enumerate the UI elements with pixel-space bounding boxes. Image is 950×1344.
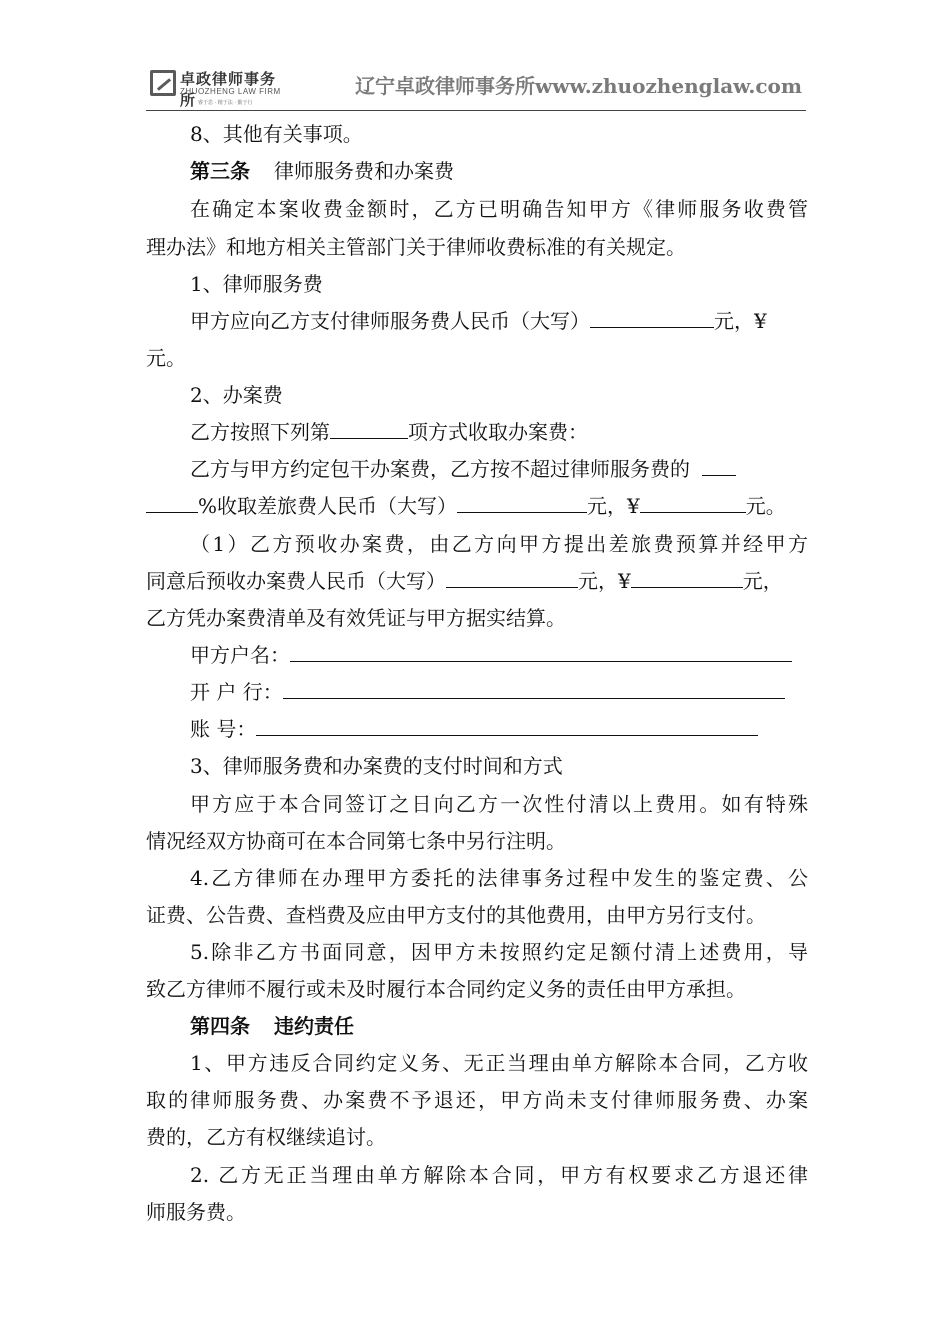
text-segment: 元， — [742, 569, 783, 593]
prepay-line — [146, 569, 808, 593]
account-bank-label: 开 户 行： — [190, 680, 283, 704]
header-site-title: 辽宁卓政律师事务所www.zhuozhenglaw.com — [355, 74, 802, 98]
percent-blank — [146, 494, 198, 513]
account-name-label: 甲方户名： — [190, 643, 290, 667]
text-segment: 乙方按照下列第 — [190, 420, 330, 444]
paragraph-line: 在确定本案收费金额时，乙方已明确告知甲方《律师服务收费管 — [190, 197, 808, 221]
paragraph-line: 4.乙方律师在办理甲方委托的法律事务过程中发生的鉴定费、公 — [190, 866, 808, 890]
logo-mark-icon — [150, 70, 176, 96]
paragraph-line: 甲方应于本合同签订之日向乙方一次性付清以上费用。如有特殊 — [190, 792, 808, 816]
paragraph-line: 理办法》和地方相关主管部门关于律师收费标准的有关规定。 — [146, 235, 686, 259]
logo-english-name: ZHUOZHENG LAW FIRM — [180, 87, 281, 96]
amount-blank — [590, 309, 714, 328]
text-segment: 元。 — [745, 494, 786, 518]
logo-chinese-name: 卓政律师事务所 — [180, 70, 277, 109]
article-4-number: 第四条 — [190, 1014, 250, 1038]
account-name-blank — [290, 643, 792, 662]
text-segment: 元，¥ — [587, 494, 640, 518]
text-segment: 元，¥ — [578, 569, 631, 593]
article-3-heading — [190, 159, 808, 183]
paragraph-line: 致乙方律师不履行或未及时履行本合同约定义务的责任由甲方承担。 — [146, 977, 746, 1001]
account-bank-line — [190, 680, 808, 704]
amount-blank — [457, 494, 587, 513]
page-header — [146, 62, 806, 111]
fee-method-line — [190, 420, 808, 444]
lump-sum-line — [190, 457, 808, 481]
paragraph-line: 取的律师服务费、办案费不予退还，甲方尚未支付律师服务费、办案 — [146, 1088, 808, 1112]
option-blank — [330, 420, 408, 439]
text-segment: %收取差旅费人民币（大写） — [198, 494, 458, 518]
paragraph-line: 情况经双方协商可在本合同第七条中另行注明。 — [146, 829, 566, 853]
text-segment: 乙方与甲方约定包干办案费，乙方按不超过律师服务费的 — [190, 457, 690, 481]
amount-blank — [446, 569, 578, 588]
text-segment: 同意后预收办案费人民币（大写） — [146, 569, 446, 593]
paragraph-line: （1）乙方预收办案费，由乙方向甲方提出差旅费预算并经甲方 — [190, 532, 808, 556]
account-number-line — [190, 717, 808, 741]
article-4-heading — [190, 1014, 808, 1038]
paragraph-line: 2. 乙方无正当理由单方解除本合同，甲方有权要求乙方退还律 — [190, 1163, 808, 1187]
amount-blank — [631, 569, 743, 588]
logo-slogan: 睿于思 · 精于法 · 勤于行 — [198, 100, 253, 106]
firm-logo — [150, 68, 290, 108]
service-fee-line — [190, 309, 808, 333]
lump-sum-line-2 — [146, 494, 808, 518]
account-number-blank — [256, 717, 758, 736]
text-segment: 甲方应向乙方支付律师服务费人民币（大写） — [190, 309, 590, 333]
section-heading: 3、律师服务费和办案费的支付时间和方式 — [190, 754, 563, 778]
paragraph-line: 5.除非乙方书面同意，因甲方未按照约定足额付清上述费用，导 — [190, 940, 808, 964]
percent-blank — [702, 457, 736, 476]
text-segment: 元，¥ — [714, 309, 767, 333]
paragraph-line: 1、甲方违反合同约定义务、无正当理由单方解除本合同，乙方收 — [190, 1051, 808, 1075]
account-name-line — [190, 643, 808, 667]
account-bank-blank — [283, 680, 785, 699]
article-3-number: 第三条 — [190, 159, 250, 183]
article-4-title: 违约责任 — [274, 1014, 354, 1038]
section-heading: 1、律师服务费 — [190, 272, 323, 296]
amount-blank — [640, 494, 746, 513]
item-8: 8、其他有关事项。 — [190, 122, 363, 146]
paragraph-line: 元。 — [146, 346, 186, 370]
paragraph-line: 师服务费。 — [146, 1200, 246, 1224]
article-3-title: 律师服务费和办案费 — [274, 159, 454, 183]
account-number-label: 账 号： — [190, 717, 257, 741]
paragraph-line: 费的，乙方有权继续追讨。 — [146, 1125, 386, 1149]
paragraph-line: 乙方凭办案费清单及有效凭证与甲方据实结算。 — [146, 606, 566, 630]
text-segment: 项方式收取办案费： — [408, 420, 588, 444]
section-heading: 2、办案费 — [190, 383, 283, 407]
paragraph-line: 证费、公告费、查档费及应由甲方支付的其他费用，由甲方另行支付。 — [146, 903, 766, 927]
